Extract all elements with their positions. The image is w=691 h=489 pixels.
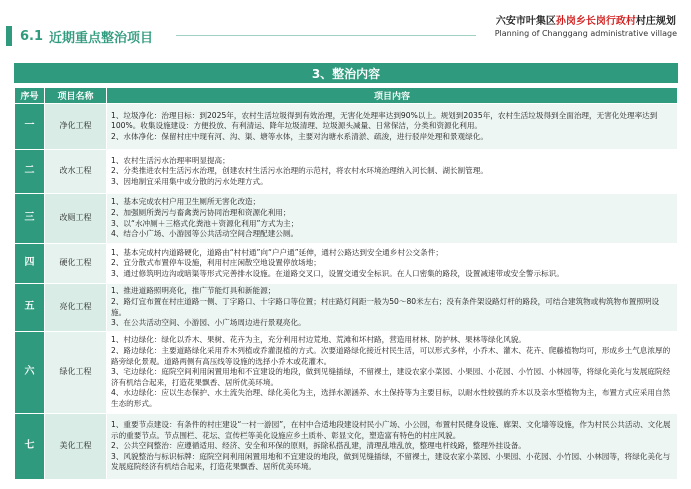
remediation-table <box>14 87 678 480</box>
project-title-en: Planning of Changgang administrative village <box>494 29 677 38</box>
header-accent-bar <box>6 26 12 46</box>
header-number: 序号 <box>15 88 45 104</box>
row-content <box>107 332 678 414</box>
row-number: 四 <box>15 244 45 284</box>
project-title-suffix: 村庄规划 <box>635 16 676 27</box>
content-line: 4、结合小广场、小游园等公共活动空间合理配建公厕。 <box>111 229 299 239</box>
content-line: 3、通过修筑明边沟或暗渠等形式完善排水设施。在道路交叉口，设置交通安全标识。在人口密集的路段，设置减速带或安全警示标识。 <box>111 268 564 278</box>
table-row <box>15 414 678 480</box>
table-header-row <box>15 88 678 104</box>
content-line: 1、重要节点建设：有条件的村庄建设“一村一游园”，在村中合适地段建设村民小广场、小公园，布置村民健身设施、廊架、文化墙等设施，作为村民公共活动、文化展示的重要节点。节点围栏、花坛、宣传栏等美化设施应乡土质朴、彰显文化，塑造富有特色的村庄风貌。 <box>111 420 671 440</box>
content-line: 1、农村生活污水治理率明显提高； <box>111 155 230 165</box>
content-line: 1、基本完成村内道路硬化，道路由“村村通”向“户户通”延伸，通村公路达到安全通乡村公交条件； <box>111 247 443 257</box>
row-content <box>107 284 678 332</box>
row-content <box>107 194 678 244</box>
row-number: 二 <box>15 150 45 194</box>
content-line: 3、在公共活动空间、小游园、小广场周边进行景观亮化。 <box>111 318 306 328</box>
row-name: 亮化工程 <box>45 284 107 332</box>
row-number: 三 <box>15 194 45 244</box>
table-row <box>15 104 678 150</box>
project-title <box>495 12 677 27</box>
project-title-highlight: 孙岗乡长岗行政村 <box>555 16 636 27</box>
header-divider <box>176 35 476 36</box>
content-line: 1、基本完成农村户用卫生厕所无害化改造； <box>111 197 261 207</box>
content-line: 3、风貌整治与标识标牌：庭院空间利用闲置用地和不宜建设的地段，做到见缝插绿，不留裸土，建设农家小菜园、小果园、小花园、小竹园、小林园等，将绿化美化与发展庭院经济有机结合起来，打造花果飘香、居所优美环境。 <box>111 451 671 472</box>
table-row <box>15 150 678 194</box>
content-line: 1、村边绿化：绿化以乔木、果树、花卉为主，充分利用村边荒地、荒滩和坏村路，营造用材林、防护林、果林等绿化风貌。 <box>111 335 526 345</box>
content-line: 2、路边绿化：主要道路绿化采用乔木列植或乔灌混植的方式。次要道路绿化接近村民生活，可以形式多样，小乔木、灌木、花卉、爬藤植物均可，形成乡土气息浓厚的路旁绿化景观。道路两侧有高压线等设施的选择小乔木或花灌木。 <box>111 346 671 366</box>
project-title-block <box>495 12 677 38</box>
content-line: 2、公共空间整治：应遵循适用、经济、安全和环保的原则，拆除私搭乱建，清理乱堆乱放，整理电杆线路，整理外挂设备。 <box>111 441 526 451</box>
project-title-prefix: 六安市叶集区 <box>495 16 556 27</box>
section-title: 近期重点整治项目 <box>49 30 154 46</box>
row-number: 六 <box>15 332 45 414</box>
row-number: 五 <box>15 284 45 332</box>
content-line: 2、路灯宜布置在村庄道路一侧、丁字路口、十字路口等位置；村庄路灯间距一般为50～80米左右；没有条件架设路灯杆的路段，可结合建筑物或构筑物布置照明设施。 <box>111 296 660 317</box>
row-content <box>107 244 678 284</box>
content-line: 3、宅边绿化：庭院空间利用闲置用地和不宜建设的地段，做到见缝插绿，不留裸土，建设农家小菜园、小果园、小花园、小竹园、小林园等，将绿化美化与发展庭院经济有机结合起来，打造花果飘香、居所优美环境。 <box>111 367 671 387</box>
row-name: 美化工程 <box>45 414 107 480</box>
row-name: 改厕工程 <box>45 194 107 244</box>
table-row <box>15 194 678 244</box>
row-number: 七 <box>15 414 45 480</box>
row-content <box>107 414 678 480</box>
section-number: 6.1 <box>20 28 44 44</box>
content-line: 3、以“水冲厕＋三格式化粪池＋资源化利用”方式为主； <box>111 218 299 228</box>
content-line: 4、水边绿化：应以生态保护、水土流失治理、绿化美化为主，选择水源涵养、水土保持等为主要目标，以耐水性较强的乔木以及亲水型植物为主，布置方式应采用自然生态的形式。 <box>111 388 671 408</box>
section-heading: 3、整治内容 <box>14 63 678 83</box>
row-name: 绿化工程 <box>45 332 107 414</box>
content-line: 2、分类推进农村生活污水治理，创建农村生活污水治理的示范村，将农村水环境治理纳入河长制、湖长制管理。 <box>111 166 488 176</box>
row-name: 硬化工程 <box>45 244 107 284</box>
content-line: 1、垃圾净化：治理目标：到2025年，农村生活垃圾得到有效治理，无害化处理率达到90%以上。规划到2035年，农村生活垃圾得到全面治理，无害化处理率达到100%。收集设施建设：方便投放、有利清运、降年垃圾清理、垃圾源头减量、日常保洁，分类和资源化利用。 <box>111 110 658 131</box>
table-row <box>15 284 678 332</box>
content-line: 2、加强厕所粪污与畜禽粪污协同治理和资源化利用； <box>111 207 291 217</box>
row-name: 改水工程 <box>45 150 107 194</box>
header-project-name: 项目名称 <box>45 88 107 104</box>
table-row <box>15 332 678 414</box>
content-line: 1、推进道路照明亮化，推广节能灯具和新能源； <box>111 286 276 296</box>
section-header <box>6 26 153 46</box>
header-project-content: 项目内容 <box>107 88 678 104</box>
table-row <box>15 244 678 284</box>
row-content <box>107 150 678 194</box>
row-name: 净化工程 <box>45 104 107 150</box>
row-content <box>107 104 678 150</box>
row-number: 一 <box>15 104 45 150</box>
content-line: 2、水体净化：保留村庄中现有河、沟、渠、塘等水体，主要对沟塘水系清淤、疏浚，进行驳岸处理和景观绿化。 <box>111 131 488 141</box>
content-line: 3、因地制宜采用集中或分散的污水处理方式。 <box>111 176 268 186</box>
content-line: 2、宜分散式布置停车设施，利用村庄闲散空地设置停放场地； <box>111 258 321 268</box>
